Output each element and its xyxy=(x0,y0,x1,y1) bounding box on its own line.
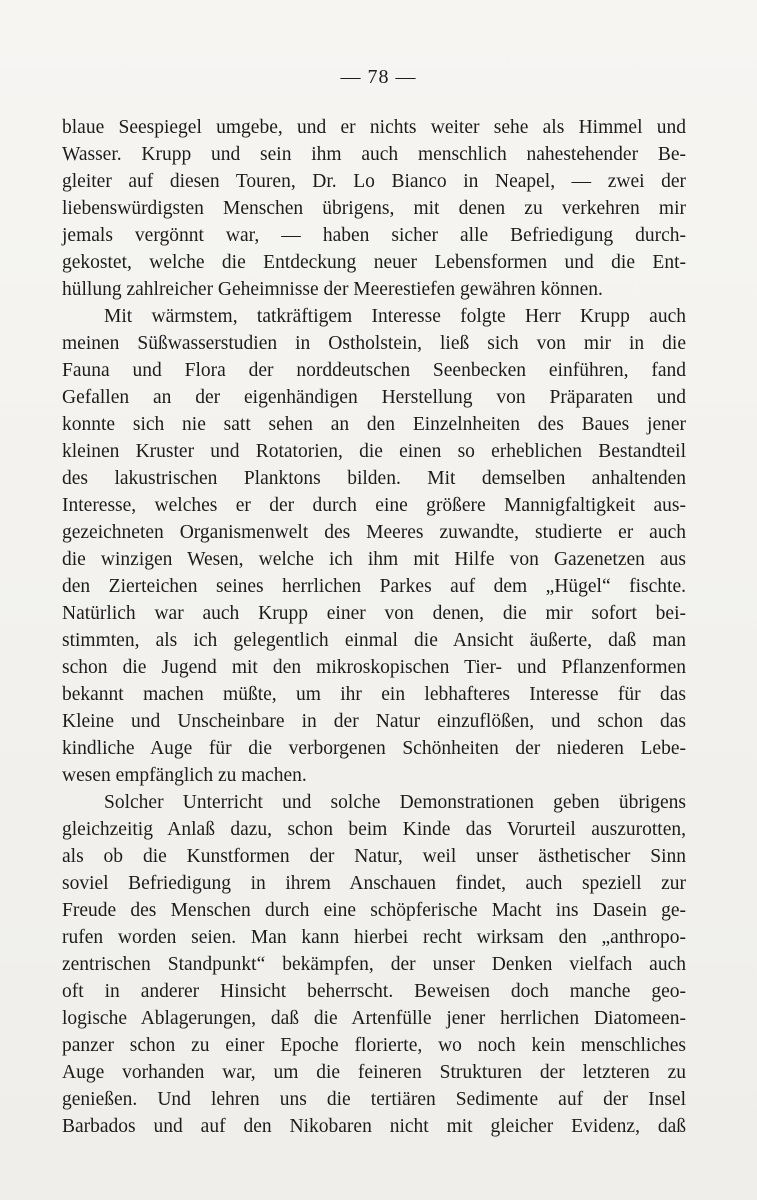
text-line: logische Ablagerungen, daß die Artenfülle jener herrlichen Diatomeen- xyxy=(62,1008,686,1029)
text-line: Solcher Unterricht und solche Demonstrationen geben übrigens xyxy=(104,792,686,813)
text-line: Freude des Menschen durch eine schöpferische Macht ins Dasein ge- xyxy=(62,900,686,921)
text-line: soviel Befriedigung in ihrem Anschauen findet, auch speziell zur xyxy=(62,873,686,894)
text-line: zentrischen Standpunkt“ bekämpfen, der unser Denken vielfach auch xyxy=(62,954,686,975)
text-line: Barbados und auf den Nikobaren nicht mit gleicher Evidenz, daß xyxy=(62,1116,686,1137)
text-line: Auge vorhanden war, um die feineren Strukturen der letzteren zu xyxy=(62,1062,686,1083)
text-line: Wasser. Krupp und sein ihm auch menschlich nahestehender Be- xyxy=(62,144,686,165)
text-line: Fauna und Flora der norddeutschen Seenbecken einführen, fand xyxy=(62,360,686,381)
text-line: genießen. Und lehren uns die tertiären Sedimente auf der Insel xyxy=(62,1089,686,1110)
text-line: liebenswürdigsten Menschen übrigens, mit denen zu verkehren mir xyxy=(62,198,686,219)
text-line: panzer schon zu einer Epoche florierte, wo noch kein menschliches xyxy=(62,1035,686,1056)
text-line: kindliche Auge für die verborgenen Schönheiten der niederen Lebe- xyxy=(62,738,686,759)
text-line: kleinen Kruster und Rotatorien, die einen so erheblichen Bestandteil xyxy=(62,441,686,462)
text-line: Kleine und Unscheinbare in der Natur einzuflößen, und schon das xyxy=(62,711,686,732)
text-line: gekostet, welche die Entdeckung neuer Lebensformen und die Ent- xyxy=(62,252,686,273)
text-line: stimmten, als ich gelegentlich einmal die Ansicht äußerte, daß man xyxy=(62,630,686,651)
body-text xyxy=(62,114,686,1140)
text-line: bekannt machen müßte, um ihr ein lebhafteres Interesse für das xyxy=(62,684,686,705)
text-line: blaue Seespiegel umgebe, und er nichts weiter sehe als Himmel und xyxy=(62,117,686,138)
text-line: schon die Jugend mit den mikroskopischen Tier- und Pflanzenformen xyxy=(62,657,686,678)
text-line: Mit wärmstem, tatkräftigem Interesse folgte Herr Krupp auch xyxy=(104,306,686,327)
text-line: oft in anderer Hinsicht beherrscht. Beweisen doch manche geo- xyxy=(62,981,686,1002)
text-line: des lakustrischen Planktons bilden. Mit demselben anhaltenden xyxy=(62,468,686,489)
text-line: rufen worden seien. Man kann hierbei recht wirksam den „anthropo- xyxy=(62,927,686,948)
text-line: wesen empfänglich zu machen. xyxy=(62,765,307,786)
text-line: gleichzeitig Anlaß dazu, schon beim Kinde das Vorurteil auszurotten, xyxy=(62,819,686,840)
text-line: jemals vergönnt war, — haben sicher alle Befriedigung durch- xyxy=(62,225,686,246)
text-line: die winzigen Wesen, welche ich ihm mit Hilfe von Gazenetzen aus xyxy=(62,549,686,570)
text-line: gleiter auf diesen Touren, Dr. Lo Bianco in Neapel, — zwei der xyxy=(62,171,686,192)
text-line: als ob die Kunstformen der Natur, weil unser ästhetischer Sinn xyxy=(62,846,686,867)
text-line: hüllung zahlreicher Geheimnisse der Meerestiefen gewähren können. xyxy=(62,279,603,300)
text-line: gezeichneten Organismenwelt des Meeres zuwandte, studierte er auch xyxy=(62,522,686,543)
text-line: Gefallen an der eigenhändigen Herstellung von Präparaten und xyxy=(62,387,686,408)
text-line: Natürlich war auch Krupp einer von denen, die mir sofort bei- xyxy=(62,603,686,624)
page-number: — 78 — xyxy=(340,66,417,88)
text-line: konnte sich nie satt sehen an den Einzelnheiten des Baues jener xyxy=(62,414,686,435)
text-line: Interesse, welches er der durch eine größere Mannigfaltigkeit aus- xyxy=(62,495,686,516)
text-line: meinen Süßwasserstudien in Ostholstein, ließ sich von mir in die xyxy=(62,333,686,354)
text-line: den Zierteichen seines herrlichen Parkes auf dem „Hügel“ fischte. xyxy=(62,576,686,597)
